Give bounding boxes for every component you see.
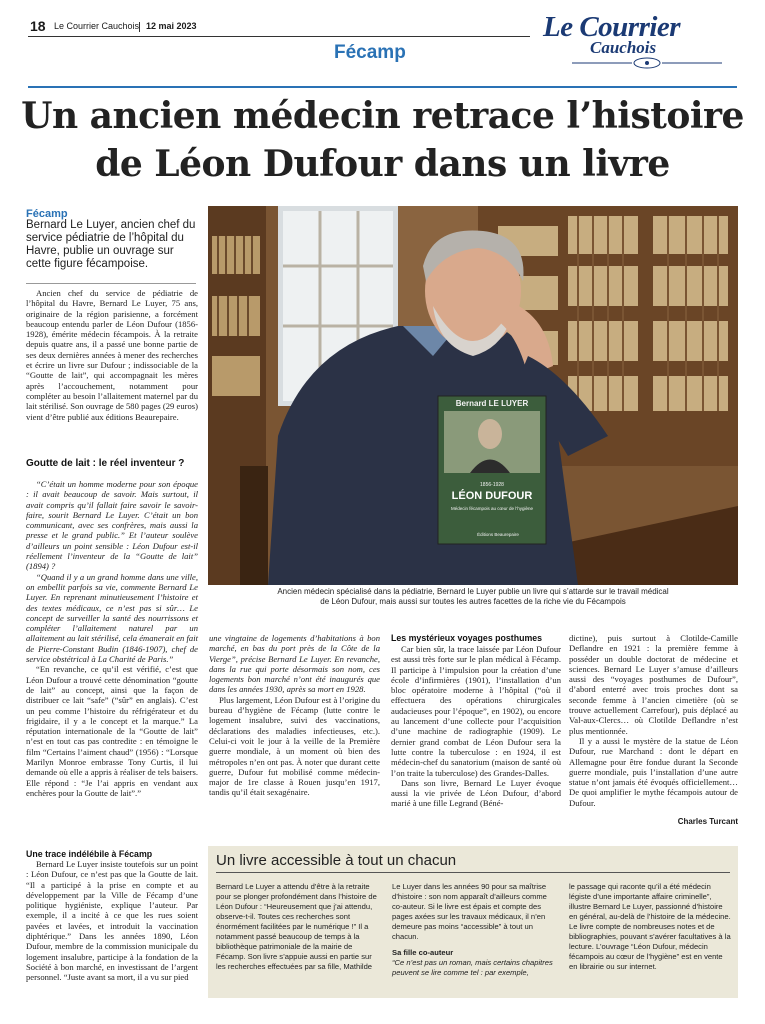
col2-paragraph-2: Plus largement, Léon Dufour est à l’origine du bureau d’hygiène de Fécamp (lutte contre le logement insalubre, suivi des vaccinations, déclarations des maladies infectieuses, etc.). Celui-ci voit le jour à la veille de la Première guerre mondiale, à un moment où bien des métropoles n’en ont pas. À noter que durant cette guerre, Dufour fut mobilisé comme médecin-major de 1re classe à Rouen jusqu’en 1917, tandis qu’il était sexagénaire. (209, 694, 380, 798)
column-1-bottom (26, 859, 198, 1003)
intro-rule (26, 283, 196, 284)
subhead-goutte-de-lait: Goutte de lait : le réel inventeur ? (26, 458, 185, 469)
column-1-mid (26, 479, 198, 798)
author-signature: Charles Turcant (677, 817, 738, 826)
intro-text: Bernard Le Luyer, ancien chef du service pédiatrie de l’hôpital du Havre, publie un ouvrage sur cette figure fécampoise. (26, 219, 196, 270)
column-4 (569, 633, 738, 808)
col1-paragraph-5: Bernard Le Luyer insiste toutefois sur un point : Léon Dufour, ce n’est pas que la Goutte de lait. “Il a participé à la prise en compte et au développement par la Ville de Fécamp d’une politique hygiéniste, explique l’auteur. Par exemple, il a incité à ce que les rues soient pavées et lavées, et introduit la vaccination diphtérique.” Dans les années 1890, Léon Dufour, membre de la commission municipale du logement insalubre, participe à la fondation de la Société à bon marché, en investissant de l’argent personnel. “Juste avant sa mort, il a vu sur pied (26, 859, 198, 983)
book-author: Bernard LE LUYER (455, 399, 529, 408)
box-column-3: le passage qui raconte qu’il a été médecin légiste d’une importante affaire criminelle”, illustre Bernard Le Luyer, passionné d’histoire en général, au-delà de l’histoire de la médecine. Le livre compte de nombreuses notes et de bibliographies, pouvant s’avérer facultatives à la lecture. L’ouvrage “Léon Dufour, médecin fécampois au cœur de l’hygiène” est en vente en librairie ou sur internet. (569, 882, 731, 971)
box-subhead: Sa fille co-auteur (392, 948, 454, 957)
box-column-2-text: Le Luyer dans les années 90 pour sa maîtrise d’histoire : son nom apparaît d’ailleurs comme co-auteur. Si le livre est épais et compte des pages axées sur les travaux médicaux, il n’en demeure pas moins “accessible” à tout un chacun. (392, 882, 547, 941)
headline (20, 92, 745, 188)
logo-line1: Le Courrier (543, 11, 681, 43)
subhead-trace-indelebile: Une trace indélébile à Fécamp (26, 849, 153, 859)
paper-name: Le Courrier Cauchois (54, 21, 140, 31)
book-cover (438, 396, 546, 544)
section-title: Fécamp (334, 42, 406, 63)
box-rule (216, 872, 730, 873)
book-publisher: Éditions Beaurepaire (477, 532, 519, 537)
col3-paragraph-1: Car bien sûr, la trace laissée par Léon Dufour est aussi très forte sur le plan médical à Fécamp. Il participe à l’impulsion pour la création d’une école d’infirmières (1901), l’installation d’un bloc opératoire moderne à l’hôpital (“où il effectuera des opérations chirurgicales audacieuses pour l’époque”, en 1902), ou encore au lancement d’une collecte pour l’acquisition d’une machine de radiographie (1909). Le dernier grand combat de Léon Dufour sera la lutte contre la tuberculose : en 1924, il est médecin-chef du sanatorium (maison de santé où l’on traite la tuberculose) des Grandes-Dalles. (391, 644, 561, 778)
column-3 (391, 644, 561, 809)
col4-paragraph-2: Il y a aussi le mystère de la statue de Léon Dufour, rue Marchand : dont le départ en Allemagne pour être fondue durant la Seconde guerre mondiale, puis l’installation d’une autre statue n’ont jamais été évoqués officiellement… De quoi amplifier le mythe fécampois autour de Dufour. (569, 735, 738, 808)
caption-line2: de Léon Dufour, mais aussi sur toutes les autres facettes de la riche vie du Fécampois (320, 597, 626, 606)
caption-line1: Ancien médecin spécialisé dans la pédiatrie, Bernard le Luyer publie un livre qui s’attarde sur le travail médical (277, 587, 669, 596)
photo-caption (208, 587, 738, 607)
col4-paragraph-1: dictine), puis surtout à Clotilde-Camille Deflandre en 1921 : la première femme à posséder un double doctorat de médecine et sciences. Bernard Le Luyer s’amuse d’ailleurs aussi des “voyages posthumes de Dufour”, d’abord enterré avec trois proches dont sa seconde femme à l’ancien cimetière (où se trouve actuellement Carrefour), puis déplacé au Val-aux-Clercs… où Clotilde Deflandre n’est plus mentionnée. (569, 633, 738, 736)
col2-paragraph-1: une vingtaine de logements d’habitations à bon marché, en bas du port près de la Côte de la Vierge”, précise Bernard Le Luyer. En revanche, dans la rue qui porte désormais son nom, ces logements bon marché n’ont été inaugurés que dans les années 1930, après sa mort en 1928. (209, 633, 380, 695)
column-2 (209, 633, 380, 798)
box-column-2-quote: “Ce n’est pas un roman, mais certains chapitres peuvent se lire comme tel : par exemple, (392, 958, 553, 977)
box-column-1: Bernard Le Luyer a attendu d’être à la retraite pour se plonger profondément dans l’histoire de Léon Dufour : “Heureusement que j’ai attendu, observe-t-il. Toutes ces recherches sont énormément facilitées par le numérique !” Il a notamment passé beaucoup de temps à la bibliothèque patrimoniale de la mairie de Fécamp. Son livre s’appuie aussi en partie sur les recherches effectuées par sa fille, Mathilde (216, 882, 377, 971)
col1-paragraph-4: “En revanche, ce qu’il est vérifié, c’est que Léon Dufour a trouvé cette dénomination “goutte de lait” au concept, ainsi que la façon de distribuer ce lait “safe” (“sûr” en anglais). C’est un peu comme l’histoire du réfrigérateur et du frigidaire, il y a le concept et la marque.” La réputation internationale de la “Goutte de lait” n’est en tout cas pas contredite : en témoigne le film “Certains l’aiment chaud” (1956) : “Lorsque Marilyn Monroe embrasse Tony Curtis, il lui demande où elle a appris à réaliser de tels baisers. Elle répond : “Je l’ai appris en vendant aux enchères pour la Goutte de lait”.” (26, 664, 198, 798)
page-number: 18 (30, 18, 46, 34)
subhead-voyages-posthumes: Les mystérieux voyages posthumes (391, 633, 543, 643)
column-1-top (26, 288, 198, 422)
col1-paragraph-1: Ancien chef du service de pédiatrie de l’hôpital du Havre, Bernard Le Luyer, 75 ans, originaire de la région parisienne, a forcément beaucoup entendu parler de Léon Dufour (1856-1928), émérite médecin fécampois. À la retraite depuis quatre ans, il a passé une bonne partie de ses deux dernières années à mener des recherches et écrire un livre sur Dufour ; indissociable de la “Goutte de lait”, qui accompagnait les mères après l’accouchement, notamment pour compléter au besoin l’allaitement maternel par du lait stérilisé. Son ouvrage de 580 pages (29 euros) vient d’être publié aux éditions Beaurepaire. (26, 288, 198, 422)
headline-line1: Un ancien médecin retrace l’histoire (21, 95, 744, 137)
box-column-2 (392, 882, 556, 978)
book-title: LÉON DUFOUR (451, 490, 533, 502)
top-rule (28, 86, 737, 88)
book-dates: 1856-1928 (480, 482, 504, 488)
col3-paragraph-2: Dans son livre, Bernard Le Luyer évoque aussi la vie privée de Léon Dufour, d’abord marié à une fille Legrand (Béné- (391, 777, 561, 809)
issue-date: 12 mai 2023 (146, 21, 197, 31)
header-rule (28, 36, 530, 37)
logo-line2: Cauchois (590, 38, 657, 57)
intro-place: Fécamp (26, 208, 68, 220)
box-title: Un livre accessible à tout un chacun (216, 852, 457, 869)
col1-paragraph-2: “C’était un homme moderne pour son époque : il avait beaucoup de savoir. Mais surtout, il avait compris qu’il fallait faire savoir le savoir-faire, sourit Bernard Le Luyer. C’était un bon communicant, avec ses confrères, mais aussi la presse et le grand public.” Et l’auteur soulève d’ailleurs un point sensible : Léon Dufour est-il réellement l’inventeur de la “Goutte de lait” (1894) ? (26, 479, 198, 572)
col1-paragraph-3: “Quand il y a un grand homme dans une ville, on embellit parfois sa vie, commente Bernard Le Luyer. En reprenant minutieusement l’histoire et des textes médicaux, ce n’est pas si sûr… Le concept de surveiller la santé des nourrissons et compléter l’allaitement naturel par un allaitement au lait stérilisé, cela émanerait en fait de Pierre-Constant Budin (1846-1907), chef de service obstétrical à La Charité de Paris.” (26, 571, 198, 665)
book-subtitle: Médecin fécampois au cœur de l’hygiène (450, 506, 534, 511)
portrait-photo (208, 206, 738, 585)
header-divider (139, 22, 140, 32)
logo-emblem-icon (572, 56, 722, 70)
headline-line2: de Léon Dufour dans un livre (95, 143, 670, 185)
